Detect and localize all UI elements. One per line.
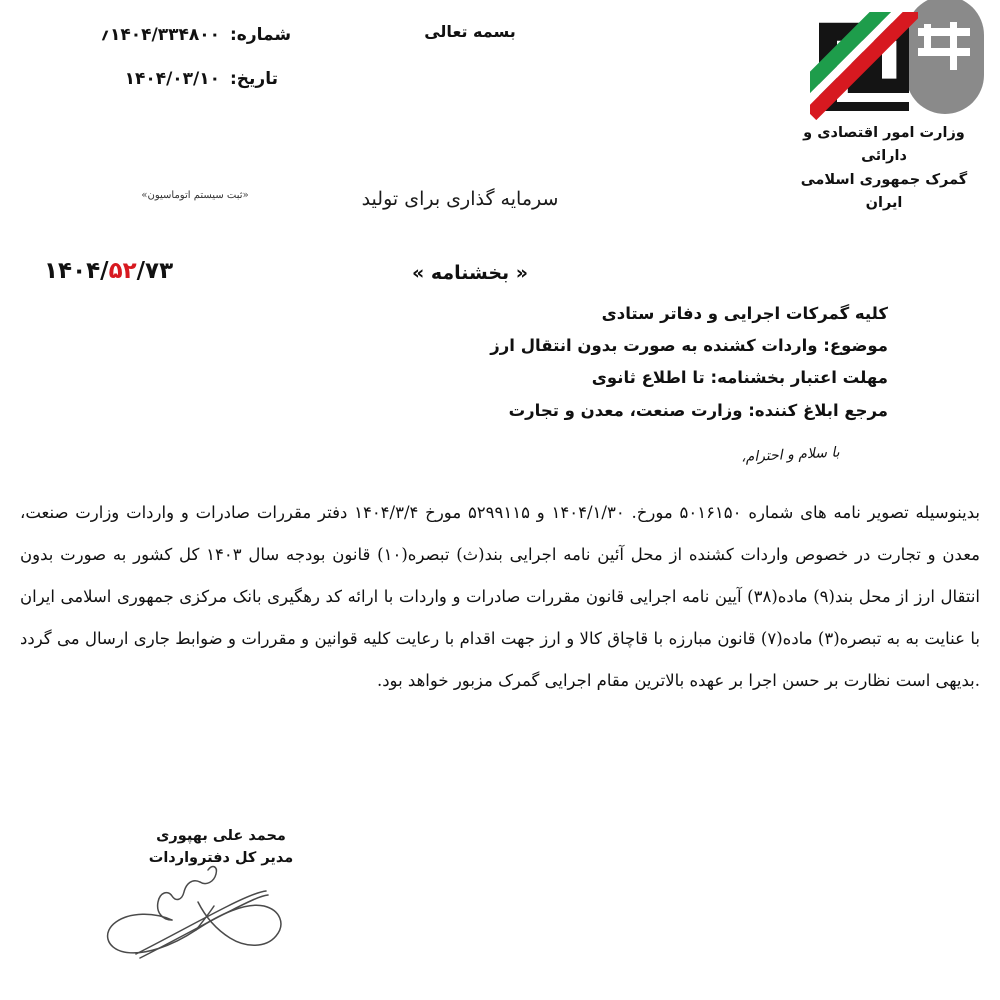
document-date-row (18, 69, 318, 89)
subject-validity: مهلت اعتبار بخشنامه: تا اطلاع ثانوی (591, 368, 888, 388)
circular-title-text: « بخشنامه » (411, 262, 529, 284)
circular-number (44, 258, 173, 284)
subject-addressee: کلیه گمرکات اجرایی و دفاتر ستادی (601, 304, 888, 323)
signatory-title: مدیر کل دفترواردات (148, 849, 294, 866)
automation-stamp: «ثبت سیستم اتوماسیون» (141, 190, 249, 201)
document-date-value: ۱۴۰۴/۰۳/۱۰ (124, 69, 220, 89)
subject-issuer: مرجع ابلاغ کننده: وزارت صنعت، معدن و تجارت (508, 400, 888, 420)
badge-bar-bottom (918, 48, 970, 56)
circular-number-middle: ۵۲ (108, 258, 137, 284)
ministry-line-2: گمرک جمهوری اسلامی ایران (800, 171, 968, 212)
badge-bar-top (918, 28, 970, 36)
slogan-text: سرمایه گذاری برای تولید (361, 188, 559, 210)
subject-block (328, 298, 888, 427)
signatory-name: محمد علی بهپوری (156, 828, 286, 844)
emblem-block (782, 4, 992, 212)
circular-number-suffix: /۷۳ (136, 258, 174, 284)
circular-number-prefix: ۱۴۰۴/ (44, 258, 109, 284)
ministry-line-1: وزارت امور اقتصادی و دارائی (803, 125, 965, 165)
slogan-banner (0, 188, 1000, 210)
iran-customs-emblem-icon (810, 12, 918, 120)
document-number-label: شماره: (230, 25, 292, 45)
basmala-text: بسمه تعالی (424, 22, 516, 41)
handwritten-signature-icon (100, 862, 330, 972)
document-date-label: تاریخ: (230, 69, 278, 89)
document-number-value: ۱۴۰۴/۳۳۴۸۰۰؍ (100, 25, 220, 45)
badge-stroke-right (950, 22, 957, 70)
subject-topic: موضوع: واردات کشنده به صورت بدون انتقال ارز (490, 336, 888, 356)
body-paragraph: بدینوسیله تصویر نامه های شماره ۵۰۱۶۱۵۰ مورخ. ۱۴۰۴/۱/۳۰ و ۵۲۹۹۱۱۵ مورخ ۱۴۰۴/۳/۴ دفتر مقررات صادرات و واردات وزارت صنعت، معدن و تجارت در خصوص واردات کشنده از محل آئین نامه اجرایی بند(ث) تبصره(۱۰) قانون بودجه سال ۱۴۰۳ کل کشور به صورت بدون انتقال ارز از محل بند(۹) ماده(۳۸) آیین نامه اجرایی قانون مقررات صادرات و واردات با ارائه کد رهگیری بانک مرکزی جمهوری اسلامی ایران با عنایت به به تبصره(۳) ماده(۷) قانون مبارزه با قاچاق کالا و ارز جهت اقدام با رعایت کلیه قوانین و مقررات و ضوابط جاری ارسال می گردد .بدیهی است نظارت بر حسن اجرا بر عهده بالاترین مقام اجرایی گمرک مزبور خواهد بود. (20, 503, 980, 691)
handwritten-greeting: با سلام و احترام، (741, 444, 841, 466)
